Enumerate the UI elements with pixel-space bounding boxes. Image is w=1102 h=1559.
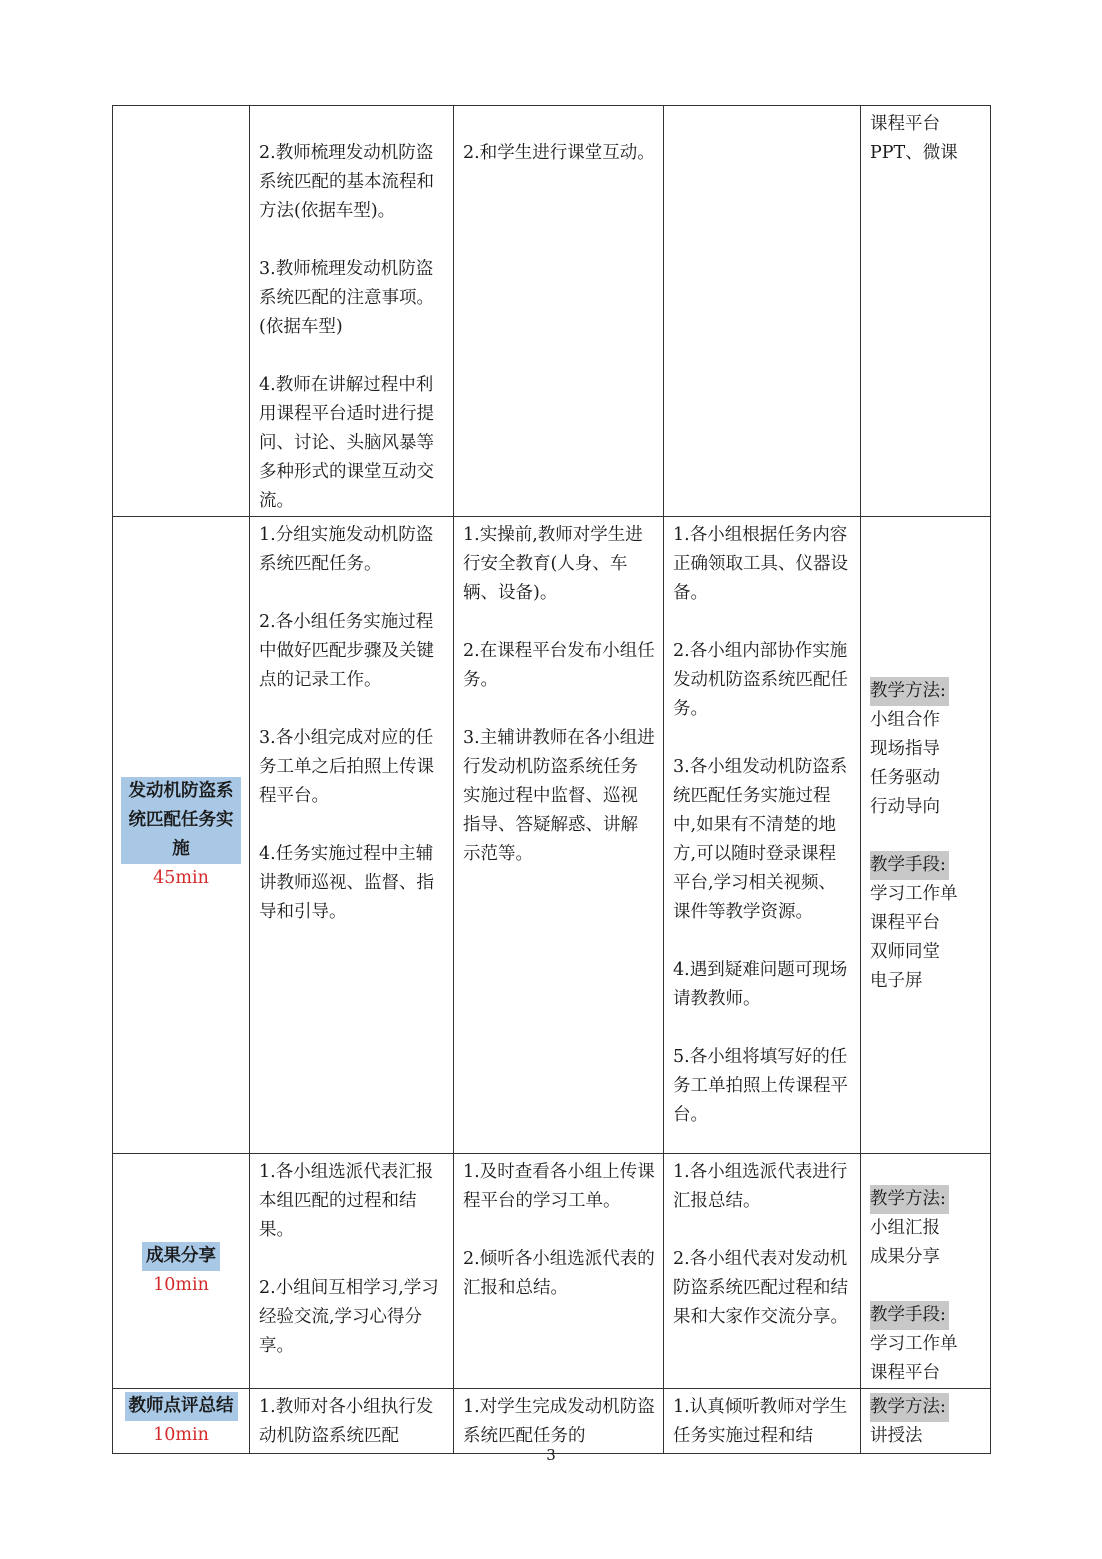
method-item: 小组汇报 [870, 1218, 940, 1238]
resource-item: PPT、微课 [870, 143, 958, 163]
method-item: 小组合作 [870, 710, 940, 730]
paragraph: 2.和学生进行课堂互动。 [463, 143, 655, 163]
resources-cell [861, 1389, 991, 1454]
means-item: 学习工作单 [870, 1334, 958, 1354]
stage-cell [113, 106, 250, 517]
student-activity-cell [454, 106, 664, 517]
practice-cell [664, 1389, 861, 1454]
means-item: 课程平台 [870, 913, 940, 933]
stage-cell [113, 517, 250, 1154]
stage-duration: 10min [153, 1425, 209, 1445]
paragraph: 4.遇到疑难问题可现场请教教师。 [673, 960, 848, 1009]
means-item: 电子屏 [870, 971, 923, 991]
teacher-activity-cell [250, 106, 454, 517]
paragraph: 1.对学生完成发动机防盗系统匹配任务的 [463, 1397, 655, 1446]
method-item: 任务驱动 [870, 768, 940, 788]
paragraph: 3.各小组完成对应的任务工单之后拍照上传课程平台。 [259, 728, 434, 806]
teacher-activity-cell [250, 1154, 454, 1389]
paragraph: 2.小组间互相学习,学习经验交流,学习心得分享。 [259, 1278, 439, 1356]
practice-cell [664, 106, 861, 517]
method-item: 讲授法 [870, 1426, 923, 1446]
paragraph: 2.各小组内部协作实施发动机防盗系统匹配任务。 [673, 641, 848, 719]
stage-duration: 10min [153, 1275, 209, 1295]
means-item: 学习工作单 [870, 884, 958, 904]
resources-cell [861, 106, 991, 517]
means-item: 课程平台 [870, 1363, 940, 1383]
table-row [113, 1389, 991, 1454]
paragraph: 3.主辅讲教师在各小组进行发动机防盗系统任务实施过程中监督、巡视指导、答疑解惑、讲解示范等。 [463, 728, 655, 864]
paragraph: 1.各小组根据任务内容正确领取工具、仪器设备。 [673, 525, 848, 603]
means-label: 教学手段: [870, 851, 949, 880]
paragraph: 1.各小组选派代表进行汇报总结。 [673, 1162, 848, 1211]
lesson-plan-table [112, 105, 991, 1454]
resources-cell [861, 1154, 991, 1389]
student-activity-cell [454, 517, 664, 1154]
stage-title: 成果分享 [142, 1242, 220, 1271]
paragraph: 2.倾听各小组选派代表的汇报和总结。 [463, 1249, 655, 1298]
paragraph: 1.教师对各小组执行发动机防盗系统匹配 [259, 1397, 434, 1446]
practice-cell [664, 517, 861, 1154]
student-activity-cell [454, 1389, 664, 1454]
method-item: 成果分享 [870, 1247, 940, 1267]
method-label: 教学方法: [870, 1393, 949, 1422]
paragraph: 1.认真倾听教师对学生任务实施过程和结 [673, 1397, 848, 1446]
paragraph: 2.各小组任务实施过程中做好匹配步骤及关键点的记录工作。 [259, 612, 434, 690]
page-number: 3 [546, 1446, 556, 1464]
paragraph: 1.及时查看各小组上传课程平台的学习工单。 [463, 1162, 655, 1211]
student-activity-cell [454, 1154, 664, 1389]
paragraph: 4.教师在讲解过程中利用课程平台适时进行提问、讨论、头脑风暴等多种形式的课堂互动交流。 [259, 375, 434, 511]
table-row [113, 1154, 991, 1389]
means-item: 双师同堂 [870, 942, 940, 962]
paragraph: 2.在课程平台发布小组任务。 [463, 641, 655, 690]
method-label: 教学方法: [870, 1185, 949, 1214]
table-row [113, 517, 991, 1154]
paragraph: 2.各小组代表对发动机防盗系统匹配过程和结果和大家作交流分享。 [673, 1249, 848, 1327]
paragraph: 1.分组实施发动机防盗系统匹配任务。 [259, 525, 434, 574]
table-row [113, 106, 991, 517]
method-label: 教学方法: [870, 677, 949, 706]
paragraph: 3.教师梳理发动机防盗系统匹配的注意事项。(依据车型) [259, 259, 434, 337]
stage-title: 发动机防盗系统匹配任务实施 [121, 777, 241, 864]
paragraph: 3.各小组发动机防盗系统匹配任务实施过程中,如果有不清楚的地方,可以随时登录课程平台,学习相关视频、课件等教学资源。 [673, 757, 848, 922]
stage-duration: 45min [153, 868, 209, 888]
paragraph: 5.各小组将填写好的任务工单拍照上传课程平台。 [673, 1047, 848, 1125]
paragraph: 1.实操前,教师对学生进行安全教育(人身、车辆、设备)。 [463, 525, 643, 603]
resources-cell [861, 517, 991, 1154]
method-item: 行动导向 [870, 797, 940, 817]
practice-cell [664, 1154, 861, 1389]
stage-title: 教师点评总结 [125, 1392, 238, 1421]
means-label: 教学手段: [870, 1301, 949, 1330]
stage-cell [113, 1389, 250, 1454]
teacher-activity-cell [250, 517, 454, 1154]
paragraph: 1.各小组选派代表汇报本组匹配的过程和结果。 [259, 1162, 434, 1240]
paragraph: 2.教师梳理发动机防盗系统匹配的基本流程和方法(依据车型)。 [259, 143, 434, 221]
teacher-activity-cell [250, 1389, 454, 1454]
method-item: 现场指导 [870, 739, 940, 759]
paragraph: 4.任务实施过程中主辅讲教师巡视、监督、指导和引导。 [259, 844, 434, 922]
stage-cell [113, 1154, 250, 1389]
resource-item: 课程平台 [870, 114, 940, 134]
